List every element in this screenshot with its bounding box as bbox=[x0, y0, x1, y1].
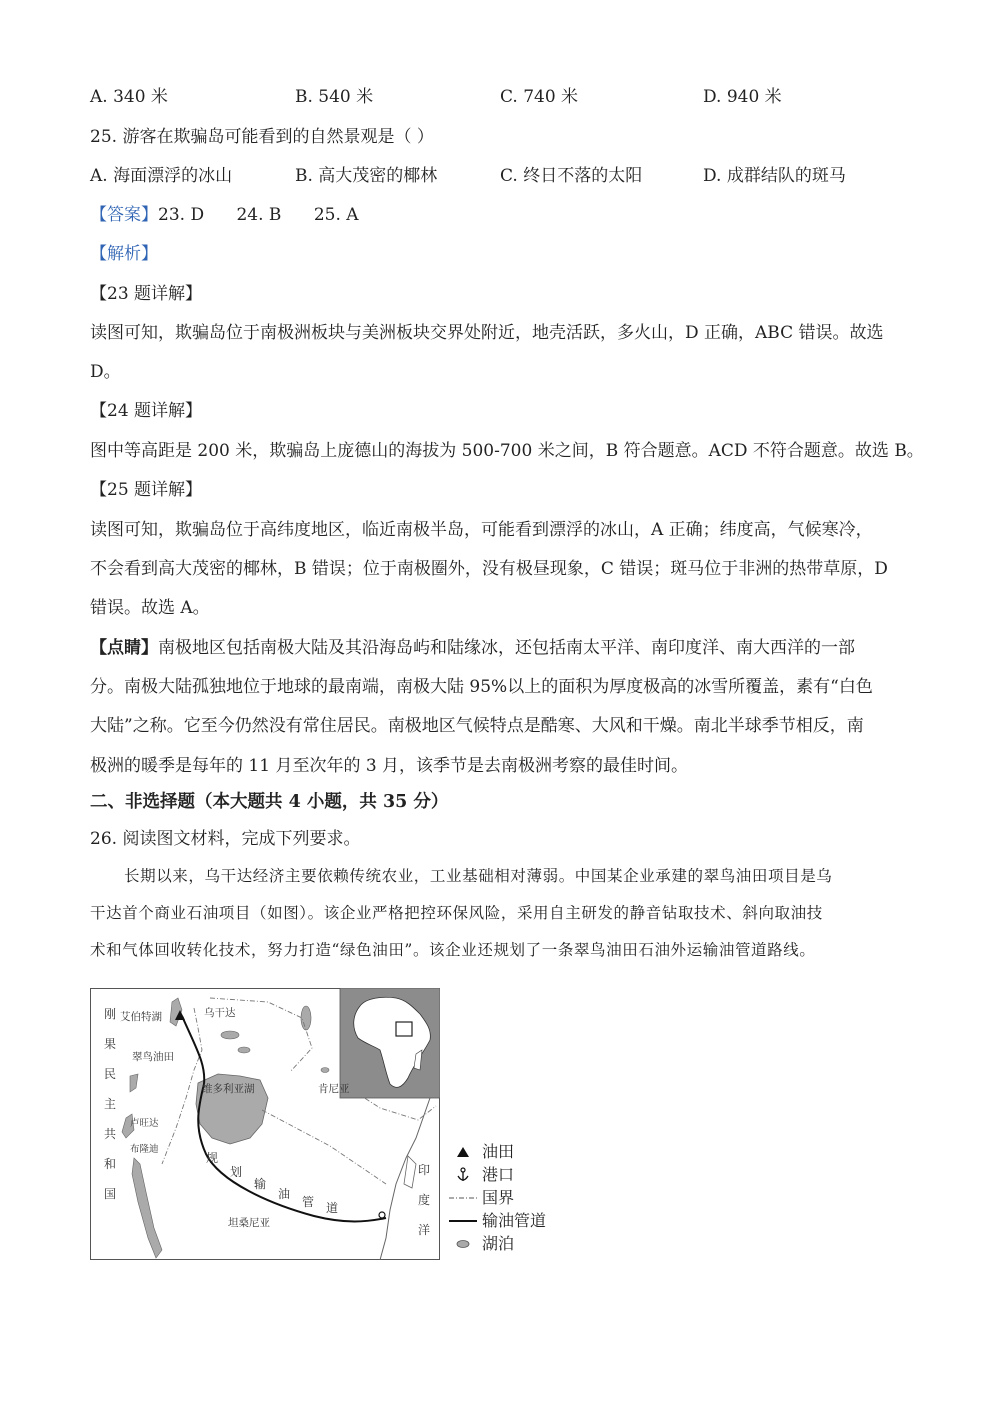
drc-char: 共 bbox=[104, 1127, 117, 1141]
legend-row-lake bbox=[448, 1232, 546, 1255]
tip-line-3: 大陆”之称。它至今仍然没有常住居民。南极地区气候特点是酷寒、大风和干燥。南北半球季节相反，南 bbox=[90, 716, 864, 736]
q23-heading: 【23 题详解】 bbox=[90, 284, 203, 304]
map-label-kenya: 肯尼亚 bbox=[318, 1083, 350, 1095]
pipeline-icon bbox=[448, 1218, 478, 1224]
q23-line-1: 读图可知，欺骗岛位于南极洲板块与美洲板块交界处附近，地壳活跃，多火山，D 正确，ABC 错误。故选 bbox=[90, 323, 884, 343]
map-label-tanzania: 坦桑尼亚 bbox=[228, 1217, 270, 1229]
legend-row-port bbox=[448, 1163, 546, 1186]
legend-label: 油田 bbox=[482, 1142, 515, 1161]
q25-stem: 25. 游客在欺骗岛可能看到的自然景观是（ ） bbox=[90, 127, 434, 147]
answer-line bbox=[90, 202, 359, 228]
pipeline-char: 油 bbox=[278, 1187, 291, 1201]
tip-text-1: 南极地区包括南极大陆及其沿海岛屿和陆缘冰，还包括南太平洋、南印度洋、南大西洋的一部 bbox=[158, 638, 855, 658]
q24-line-1: 图中等高距是 200 米，欺骗岛上庞德山的海拔为 500-700 米之间，B 符合题意。ACD 不符合题意。故选 B。 bbox=[90, 441, 924, 461]
passage-line-3: 术和气体回收转化技术，努力打造“绿色油田”。该企业还规划了一条翠鸟油田石油外运输油管道路线。 bbox=[90, 941, 816, 959]
legend-label: 湖泊 bbox=[482, 1234, 515, 1253]
drc-char: 民 bbox=[104, 1067, 117, 1081]
pipeline-char: 管 bbox=[302, 1195, 315, 1209]
pipeline-char: 划 bbox=[230, 1165, 243, 1179]
pipeline-char: 输 bbox=[254, 1177, 267, 1191]
map-label-uganda: 乌干达 bbox=[204, 1007, 236, 1019]
tip-line-2: 分。南极大陆孤独地位于地球的最南端，南极大陆 95%以上的面积为厚度极高的冰雪所覆盖，素有“白色 bbox=[90, 677, 873, 697]
map-label-lake-albert: 艾伯特湖 bbox=[120, 1011, 162, 1023]
q24-option-d: D. 940 米 bbox=[703, 87, 782, 107]
map-legend bbox=[448, 1140, 546, 1255]
q25-line-3: 错误。故选 A。 bbox=[90, 598, 210, 618]
pipeline-char: 道 bbox=[326, 1201, 339, 1215]
legend-row-oilfield bbox=[448, 1140, 546, 1163]
ocean-char: 度 bbox=[418, 1193, 431, 1207]
answer-text: 23. D 24. B 25. A bbox=[158, 205, 359, 225]
ocean-char: 印 bbox=[418, 1163, 431, 1177]
analysis-label: 【解析】 bbox=[90, 244, 158, 264]
q26-stem: 26. 阅读图文材料，完成下列要求。 bbox=[90, 829, 361, 849]
map-label-kingfisher: 翠鸟油田 bbox=[132, 1051, 174, 1063]
answer-label: 【答案】 bbox=[90, 205, 158, 225]
q24-option-b: B. 540 米 bbox=[295, 87, 374, 107]
q25-option-a: A. 海面漂浮的冰山 bbox=[90, 166, 233, 186]
q25-option-d: D. 成群结队的斑马 bbox=[703, 166, 846, 186]
tip-line-4: 极洲的暖季是每年的 11 月至次年的 3 月，该季节是去南极洲考察的最佳时间。 bbox=[90, 756, 689, 776]
oilfield-icon bbox=[448, 1146, 478, 1158]
drc-char: 刚 bbox=[104, 1007, 117, 1021]
pipeline-char: 规 bbox=[206, 1151, 219, 1165]
map-label-rwanda: 卢旺达 bbox=[130, 1118, 159, 1129]
q25-option-b: B. 高大茂密的椰林 bbox=[295, 166, 438, 186]
tip-label: 【点睛】 bbox=[90, 638, 158, 658]
q25-line-1: 读图可知，欺骗岛位于高纬度地区，临近南极半岛，可能看到漂浮的冰山，A 正确；纬度高，气候寒冷， bbox=[90, 520, 873, 540]
legend-label: 国界 bbox=[482, 1188, 515, 1207]
ocean-char: 洋 bbox=[418, 1223, 431, 1237]
drc-char: 主 bbox=[104, 1097, 117, 1111]
legend-row-border bbox=[448, 1186, 546, 1209]
section2-title: 二、非选择题（本大题共 4 小题，共 35 分） bbox=[90, 792, 449, 812]
lake-icon bbox=[448, 1239, 478, 1249]
legend-label: 输油管道 bbox=[482, 1211, 547, 1230]
legend-row-pipeline bbox=[448, 1209, 546, 1232]
q25-option-c: C. 终日不落的太阳 bbox=[500, 166, 643, 186]
q26-passage bbox=[90, 858, 910, 969]
map-label-lake-victoria: 维多利亚湖 bbox=[202, 1083, 255, 1095]
legend-label: 港口 bbox=[482, 1165, 515, 1184]
drc-char: 国 bbox=[104, 1187, 117, 1201]
passage-line-1: 长期以来，乌干达经济主要依赖传统农业，工业基础相对薄弱。中国某企业承建的翠鸟油田项目是乌 bbox=[124, 867, 833, 885]
q25-heading: 【25 题详解】 bbox=[90, 480, 203, 500]
q23-line-2: D。 bbox=[90, 362, 121, 382]
drc-char: 和 bbox=[104, 1157, 117, 1171]
q24-heading: 【24 题详解】 bbox=[90, 401, 203, 421]
q24-option-c: C. 740 米 bbox=[500, 87, 579, 107]
tip-line-1 bbox=[90, 635, 855, 661]
q25-line-2: 不会看到高大茂密的椰林，B 错误；位于南极圈外，没有极昼现象，C 错误；斑马位于非洲的热带草原，D bbox=[90, 559, 888, 579]
east-africa-map bbox=[90, 988, 440, 1260]
passage-line-2: 干达首个商业石油项目（如图）。该企业严格把控环保风险，采用自主研发的静音钻取技术、斜向取油技 bbox=[90, 904, 823, 922]
port-icon bbox=[448, 1167, 478, 1183]
border-icon bbox=[448, 1195, 478, 1201]
q24-option-a: A. 340 米 bbox=[90, 87, 168, 107]
map-label-burundi: 布隆迪 bbox=[130, 1144, 159, 1155]
drc-char: 果 bbox=[104, 1037, 117, 1051]
